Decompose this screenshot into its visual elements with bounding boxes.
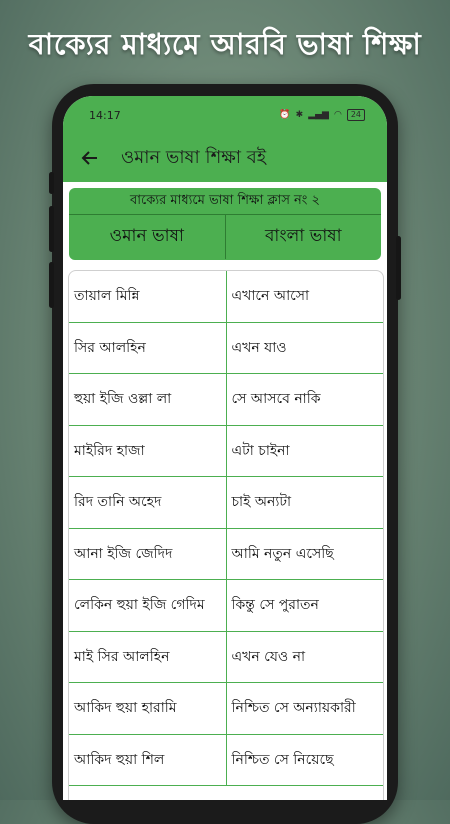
battery-icon: 24	[347, 109, 365, 121]
phone-side-button	[49, 262, 54, 308]
bangla-phrase: আমি নতুন এসেছি	[231, 545, 334, 562]
oman-phrase: লেকিন হুয়া ইজি গেদিম	[69, 580, 227, 631]
app-bar	[63, 134, 387, 182]
table-row[interactable]	[69, 374, 383, 426]
table-row[interactable]	[69, 323, 383, 375]
oman-phrase: মাই সির আলহিন	[69, 632, 227, 683]
status-bar	[63, 96, 387, 134]
status-icons	[279, 109, 365, 121]
column-headers	[69, 215, 381, 259]
table-row[interactable]	[69, 735, 383, 787]
oman-phrase: মাইরিদ হাজা	[69, 426, 227, 477]
bangla-phrase: সে আসবে নাকি	[231, 391, 321, 408]
table-row[interactable]	[69, 580, 383, 632]
oman-phrase: আকিদ হুয়া শিল	[69, 735, 227, 786]
table-row[interactable]	[69, 529, 383, 581]
phone-side-button	[49, 206, 54, 252]
back-arrow-icon[interactable]	[77, 145, 103, 171]
wifi-icon: ◠	[333, 110, 342, 120]
oman-phrase: রিদ তানি অহেদ	[69, 477, 227, 528]
alarm-icon: ⏰	[279, 110, 291, 120]
oman-phrase: তায়াল মিন্নি	[69, 271, 227, 322]
lesson-title: বাক্যের মাধ্যমে ভাষা শিক্ষা ক্লাস নং ২	[69, 188, 381, 215]
signal-icon: ▂▄▆	[308, 110, 329, 120]
table-row[interactable]	[69, 426, 383, 478]
bangla-phrase: এখানে আসো	[231, 288, 310, 305]
table-row[interactable]	[69, 271, 383, 323]
app-title: ওমান ভাষা শিক্ষা বই	[121, 146, 267, 168]
column-header-oman: ওমান ভাষা	[69, 215, 226, 259]
oman-phrase: আনা ইজি জেদিদ	[69, 529, 227, 580]
lesson-header	[69, 188, 381, 260]
status-time: 14:17	[89, 108, 121, 122]
bangla-phrase: এটা চাইনা	[231, 442, 290, 459]
bangla-phrase: এখন যেও না	[231, 648, 306, 665]
table-row[interactable]	[69, 477, 383, 529]
oman-phrase: সির আলহিন	[69, 323, 227, 374]
bluetooth-icon: ✱	[295, 110, 304, 120]
promo-title: বাক্যের মাধ্যমে আরবি ভাষা শিক্ষা	[28, 27, 422, 61]
bangla-phrase: চাই অন্যটা	[231, 494, 292, 511]
bangla-phrase: নিশ্চিত সে অন্যায়কারী	[231, 700, 356, 717]
oman-phrase: আকিদ হুয়া হারামি	[69, 683, 227, 734]
column-header-bangla: বাংলা ভাষা	[264, 226, 342, 246]
phone-screen	[63, 96, 387, 800]
bangla-phrase: এখন যাও	[231, 339, 287, 356]
phone-side-button	[49, 172, 54, 194]
table-row[interactable]	[69, 632, 383, 684]
bangla-phrase: নিশ্চিত সে নিয়েছে	[231, 751, 334, 768]
phone-side-button	[396, 236, 401, 300]
phrase-table[interactable]	[68, 270, 384, 800]
oman-phrase: হুয়া ইজি ওল্লা লা	[69, 374, 227, 425]
table-row[interactable]	[69, 683, 383, 735]
bangla-phrase: কিন্তু সে পুরাতন	[231, 597, 319, 614]
